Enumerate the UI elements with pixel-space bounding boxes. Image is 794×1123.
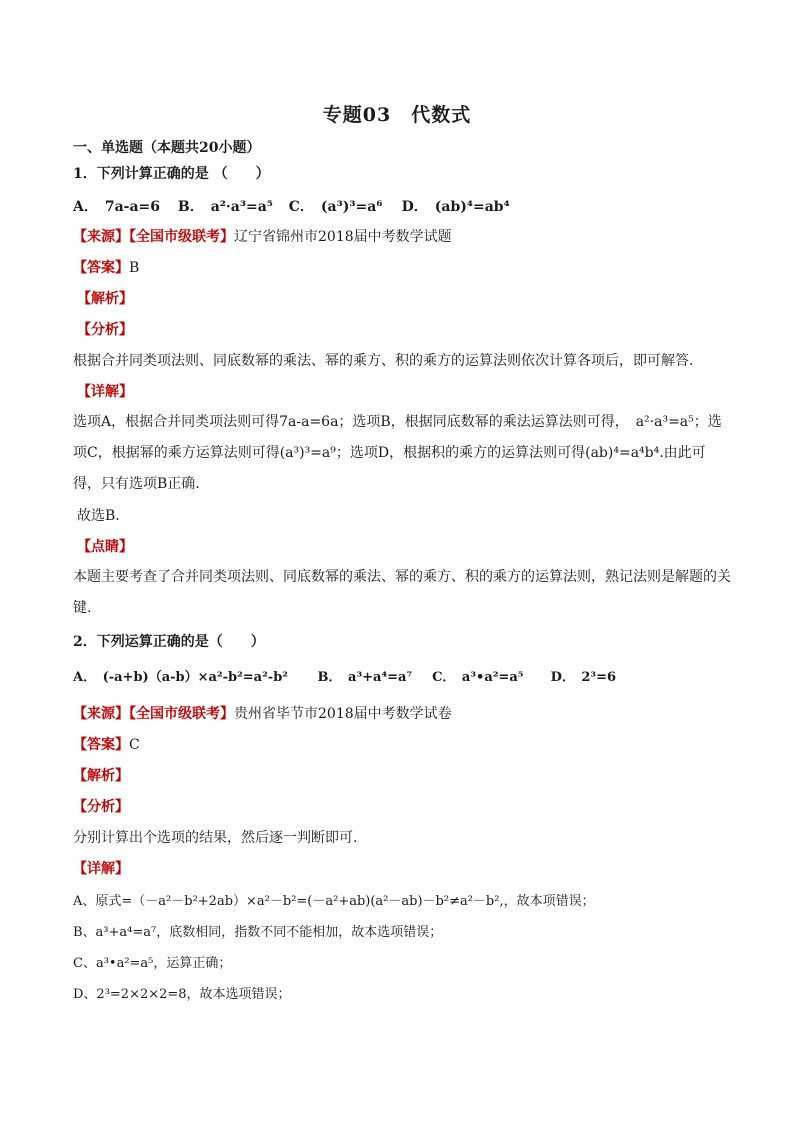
q1-answer-tag: 【答案】 [73,260,129,276]
q1-detail-tag: 【详解】 [77,384,133,400]
q1-options [73,197,733,217]
q1-option-a: A． 7a-a=6 [73,199,161,215]
q1-source-text: 辽宁省锦州市2018届中考数学试题 [234,229,452,245]
q1-option-d: D． (ab)⁴=ab⁴ [401,199,510,215]
q1-fenxi-text: 根据合并同类项法则、同底数幂的乘法、幂的乘方、积的乘方的运算法则依次计算各项后，即可解答. [73,353,694,369]
q1-stem: 1．下列计算正确的是 （ ） [73,166,270,182]
q2-fenxi-tag: 【分析】 [73,799,129,815]
q2-detail-d: D、2³=2×2×2=8，故本选项错误； [73,987,291,1002]
q2-detail-tag: 【详解】 [73,861,129,877]
q2-stem: 2．下列运算正确的是（ ） [73,634,265,650]
q2-options [73,668,733,688]
q2-source-tag: 【来源】【全国市级联考】 [73,706,234,722]
q2-source [73,704,733,724]
q1-analysis-tag: 【解析】 [77,291,133,307]
q1-answer-value: B [129,260,140,276]
q1-dianjing-text: 本题主要考查了合并同类项法则、同底数幂的乘法、幂的乘方、积的乘方的运算法则，熟记法则是解题的关键. [73,569,731,616]
q2-option-a: A． (-a+b)（a-b）×a²-b²=a²-b² [73,670,288,685]
q1-option-b: B． a²·a³=a⁵ [177,199,273,215]
q2-answer-value: C [129,737,140,753]
section-heading: 一、单选题（本题共20小题） [73,140,261,156]
q2-detail-a: A、原式=（－a²－b²+2ab）×a²－b²=(－a²+ab)(a²－ab)－b²≠a²－b²,，故本项错误； [73,894,595,909]
q1-source-tag: 【来源】【全国市级联考】 [73,229,234,245]
q1-detail-text: 选项A，根据合并同类项法则可得7a-a=6a；选项B，根据同底数幂的乘法运算法则可得， a²·a³=a⁵；选项C，根据幂的乘方运算法则可得(a³)³=a⁹；选项D，根据积的乘方的运算法则可得(ab)⁴=a⁴b⁴.由此可得，只有选项B正确. [73,414,722,492]
q2-option-c: C． a³•a²=a⁵ [432,670,524,685]
q2-analysis-tag: 【解析】 [73,768,129,784]
q1-answer [73,258,733,278]
q2-detail-c: C、a³•a²=a⁵，运算正确； [73,956,232,971]
q2-answer-tag: 【答案】 [73,737,129,753]
q2-answer [73,735,733,755]
q2-fenxi-text: 分别计算出个选项的结果，然后逐一判断即可. [73,830,358,846]
q2-detail-b: B、a³+a⁴=a⁷，底数相同，指数不同不能相加，故本选项错误； [73,925,443,940]
q1-dianjing-tag: 【点睛】 [77,539,133,555]
q1-conclusion: 故选B. [77,508,120,524]
q2-source-text: 贵州省毕节市2018届中考数学试卷 [234,706,452,722]
page-title: 专题03 代数式 [322,104,472,126]
q2-option-d: D． 2³=6 [550,670,617,685]
q1-fenxi-tag: 【分析】 [77,322,133,338]
q2-option-b: B． a³+a⁴=a⁷ [317,670,413,685]
q1-option-c: C． (a³)³=a⁶ [288,199,383,215]
q1-source [73,227,733,247]
